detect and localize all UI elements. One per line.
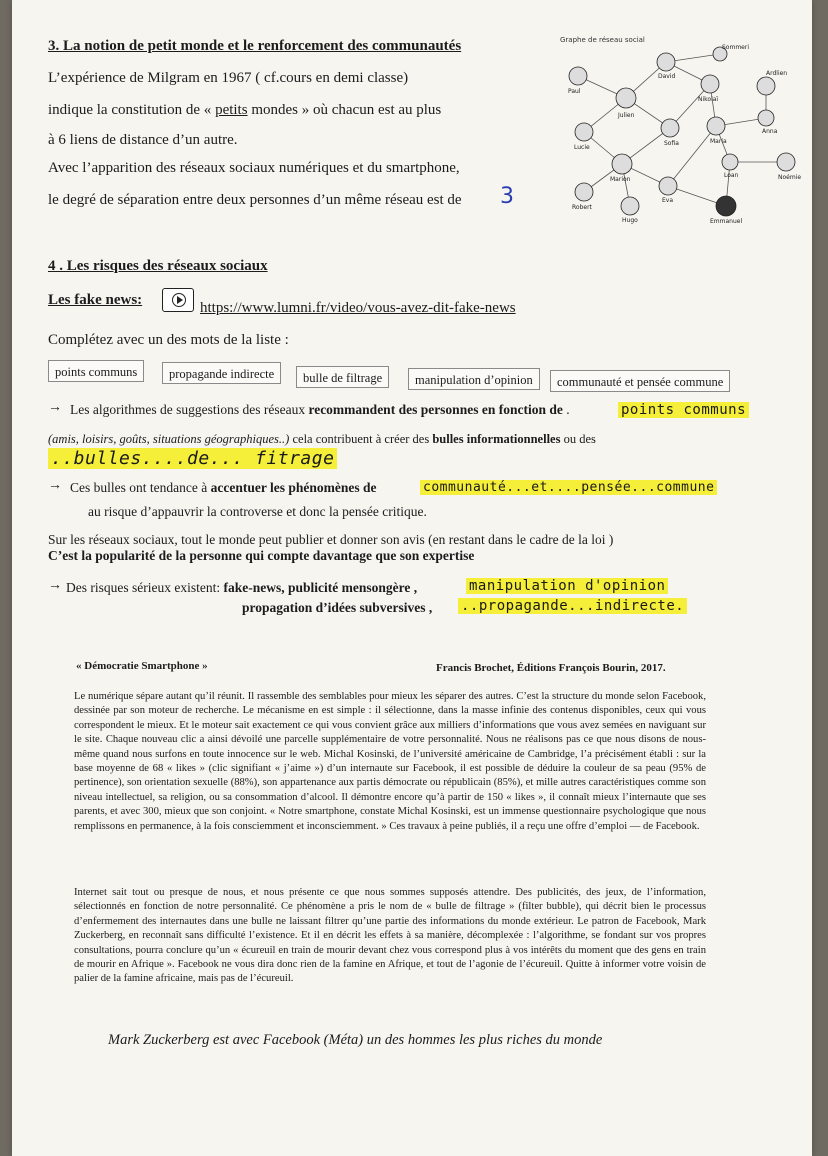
text-fragment: indique la constitution de « [48,102,216,118]
node-label: Nikolaï [698,96,719,103]
bold-fragment: recommandent des personnes en fonction de [308,402,563,417]
arrow-icon: → [48,578,62,593]
bold-fragment: fake-news, publicité mensongère , [223,580,418,595]
bold-fragment: accentuer les phénomènes de [210,480,377,495]
handwritten-answer-3: 3 [500,184,514,209]
answer-manipulation: manipulation d'opinion [466,578,668,594]
figure-caption: Mark Zuckerberg est avec Facebook (Méta) un des hommes les plus riches du monde [108,1032,603,1048]
word-option: manipulation d’opinion [408,368,540,390]
paragraph-line: Sur les réseaux sociaux, tout le monde peut publier et donner son avis (en restant dans le cadre de la loi ) [48,532,614,547]
article-source: Francis Brochet, Éditions François Bourin, 2017. [436,662,666,674]
play-triangle-icon [177,296,183,304]
article-title: « Démocratie Smartphone » [76,660,208,672]
node-label: Paul [568,88,581,95]
underlined-word: petits [215,102,248,118]
italic-fragment: (amis, loisirs, goûts, situations géographiques..) [48,432,290,446]
word-option: propagande indirecte [162,362,281,384]
answer-propagande: ..propagande...indirecte. [458,598,687,614]
node-label: Sommeri [722,44,749,51]
sentence-3-continuation: au risque d’appauvrir la controverse et donc la pensée critique. [88,504,427,519]
node-label: Lucie [574,144,590,151]
section3-heading: 3. La notion de petit monde et le renforcement des communautés [48,38,462,54]
node-label: Sofia [664,140,679,147]
node-label: Julien [618,112,635,119]
text-fragment: Ces bulles ont tendance à [70,480,211,495]
fake-news-link[interactable]: https://www.lumni.fr/video/vous-avez-dit-fake-news [200,300,516,316]
sentence-1 [70,402,570,418]
sentence-3 [70,480,376,496]
node-label: Marion [610,176,631,183]
answer-points-communs: points communs [618,402,749,418]
node-label: Loan [724,172,739,179]
arrow-icon: → [48,478,62,493]
word-option: points communs [48,360,144,382]
paragraph-line-bold: C’est la popularité de la personne qui compte davantage que son expertise [48,548,475,563]
node-label: Noémie [778,174,802,181]
node-label: Emmanuel [710,218,743,225]
graph-title: Graphe de réseau social [560,36,645,44]
section3-line: le degré de séparation entre deux personnes d’un même réseau est de [48,192,462,208]
graph-edges [578,54,786,206]
section3-line: Avec l’apparition des réseaux sociaux numériques et du smartphone, [48,160,460,176]
text-fragment: ou des [560,432,596,446]
risks-line [66,580,417,596]
fake-news-label: Les fake news: [48,292,143,308]
node-label: David [658,73,676,80]
section3-line [48,100,441,120]
worksheet-page [12,0,812,1156]
bold-fragment: bulles informationnelles [432,432,561,446]
text-fragment: . [562,402,570,417]
social-network-graph [560,36,800,228]
sentence-2 [48,432,596,447]
instruction-text: Complétez avec un des mots de la liste : [48,332,289,348]
video-icon[interactable] [162,288,194,312]
arrow-icon: → [48,400,62,415]
article-paragraph-2: Internet sait tout ou presque de nous, et nous présente ce que nous sommes supposés attendre. Des publicités, des jeux, de l’information, sélectionnés en fonction de notre personnalité. Ce phénomène a pris le nom de « bulle de filtrage » (filter bubble), qui décrit bien le processus d’enfermement des internautes dans une bulle ne laissant filtrer qu’une partie des informations du monde extérieur. Le patron de Facebook, Mark Zuckerberg, en reconnaît sans difficulté l’existence. Et il en décrit les effets à sa manière, décomplexée : l’algorithme, se fondant sur vos propres consultations, pourra conclure qu’un « écureuil en train de mourir devant chez vous correspond plus à vos intérêts du moment que des gens en train de mourir en Afrique ». Facebook ne vous dira donc rien de la famine en Afrique, et tout de l’agonie de l’écureuil. Quitte à informer votre voisin de palier de la famine africaine, mais pas de l’écureuil. [74,887,706,985]
node-label: Maria [710,138,727,145]
node-label: Robert [572,204,592,211]
word-option: communauté et pensée commune [550,370,730,392]
node-label: Anna [762,128,778,135]
text-fragment: cela contribuent à créer des [289,432,433,446]
node-label: Ardlien [766,70,788,77]
section3-line: à 6 liens de distance d’un autre. [48,132,238,148]
article-paragraph-1: Le numérique sépare autant qu’il réunit. Il rassemble des semblables pour mieux les séparer des autres. C’est la structure du monde selon Facebook, dessinée par son moteur de recherche. Le mécanisme en est simple : il sélectionne, dans la masse infinie des contenus disponibles, ceux qui vous correspondent le mieux. Et le moteur sait exactement ce qui vous convient grâce aux milliers d’informations que vous avez semées en naviguant sur le site. Chaque nouveau clic a ainsi dévoilé une parcelle supplémentaire de votre personnalité. Nous ne réalisons pas ce que nous disons de nous-même quand nous surfons en toute innocence sur le web. Michal Kosinski, de l’université américaine de Cambridge, l’a précisément établi : sur la base moyenne de 68 « likes » (clic signifiant « j’aime ») d’un internaute sur Facebook, il est possible de déduire la couleur de sa peau (95% de pertinence), son orientation sexuelle (88%), son appartenance aux partis démocrate ou républicain (85%), et mille autres caractéristiques comme son niveau intellectuel, sa religion, ou sa consommation d’alcool. Il démontre encore qu’à partir de 150 « likes », il connaît mieux l’internaute que ses parents, et avec 300, mieux que son conjoint. « Notre smartphone, constate Michal Kosinski, est un immense questionnaire psychologique que nous remplissons en permanence, à la fois consciemment et inconsciemment. » Ces travaux à peine publiés, il a reçu une offre d’emploi — de Facebook. [74,691,706,832]
word-option: bulle de filtrage [296,366,389,388]
section4-heading: 4 . Les risques des réseaux sociaux [48,258,268,274]
text-fragment: Les algorithmes de suggestions des réseaux [70,402,309,417]
answer-bulle-filtrage: ..bulles....de... fitrage [48,448,337,469]
answer-communaute: communauté...et....pensée...commune [420,480,717,495]
text-fragment: Des risques sérieux existent: [66,580,224,595]
node-label: Hugo [622,217,638,224]
node-label: Eva [662,197,674,204]
risks-line-2: propagation d’idées subversives , [242,600,433,615]
section3-line: L’expérience de Milgram en 1967 ( cf.cours en demi classe) [48,70,409,86]
text-fragment: mondes » où chacun est au plus [247,102,442,118]
